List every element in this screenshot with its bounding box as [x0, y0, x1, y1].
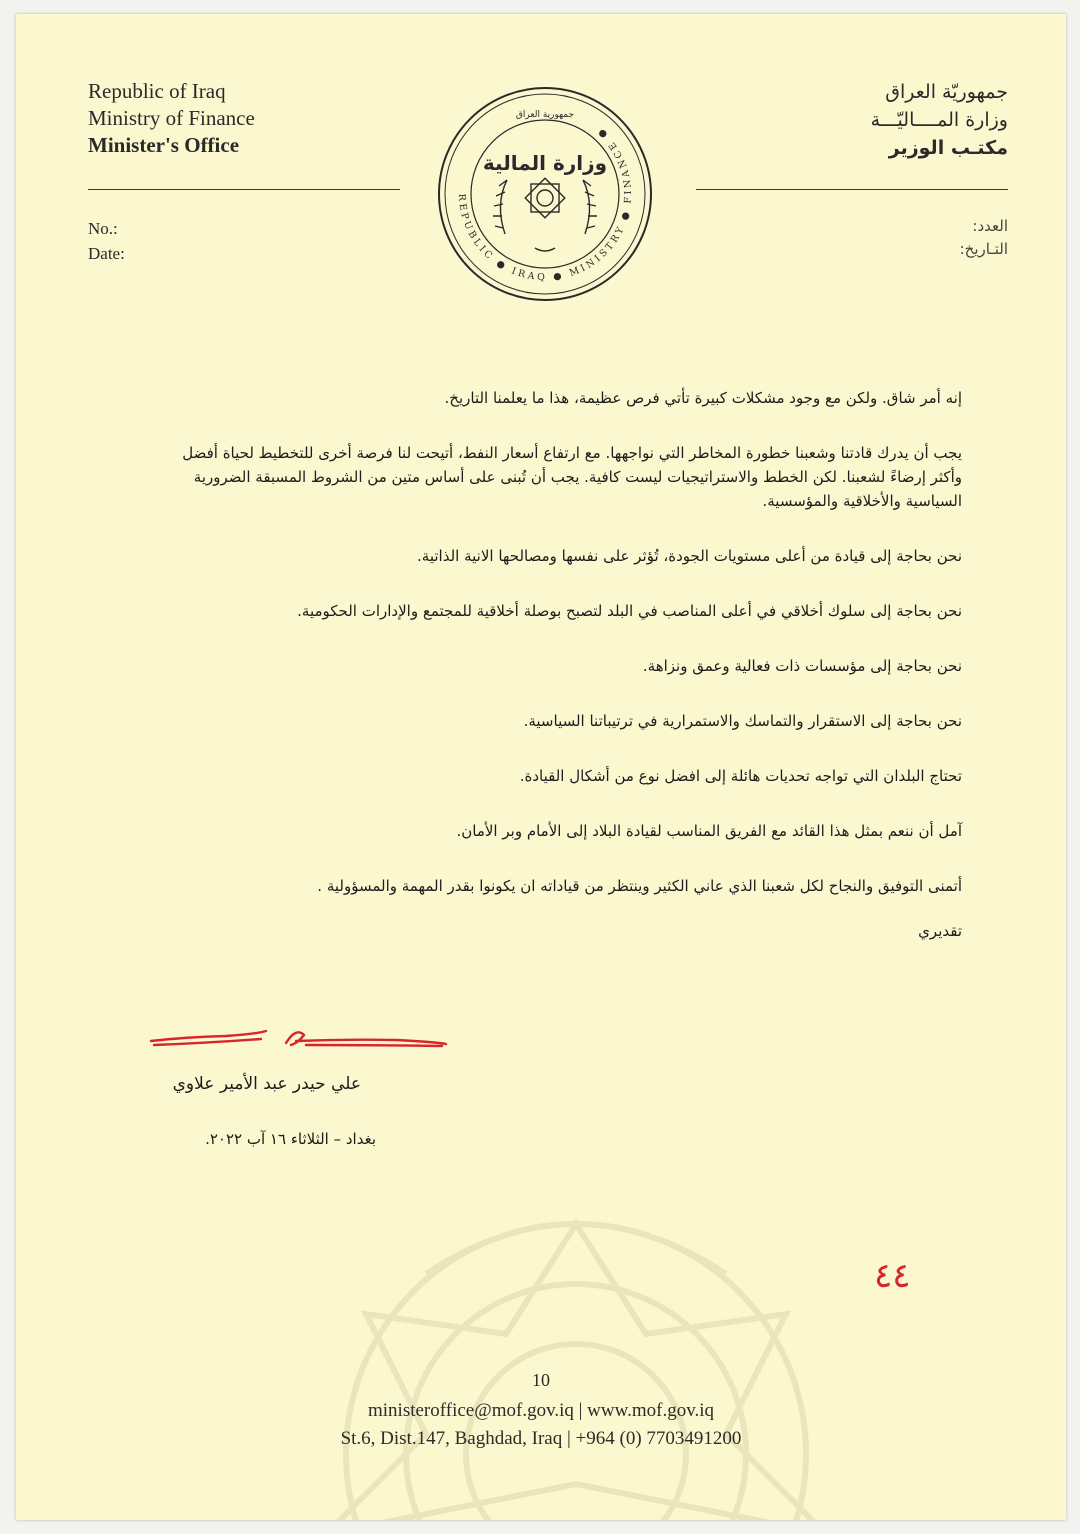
body-paragraph: أتمنى التوفيق والنجاح لكل شعبنا الذي عاني الكثير وينتظر من قياداته ان يكونوا بقدر المهمة والمسؤولية . — [317, 877, 962, 895]
footer-address: St.6, Dist.147, Baghdad, Iraq | +964 (0) 7703491200 — [340, 1428, 742, 1449]
seal-star-emblem — [525, 178, 565, 218]
closing-salutation: تقديري — [918, 922, 962, 940]
body-paragraph: إنه أمر شاق. ولكن مع وجود مشكلات كبيرة تأتي فرص عظيمة، هذا ما يعلمنا التاريخ. — [444, 389, 962, 407]
ministry-seal — [435, 84, 655, 304]
header-rule-right — [696, 189, 1008, 190]
header-ministry-ar: وزارة المــــاليّـــة — [870, 109, 1008, 131]
body-paragraph: نحن بحاجة إلى الاستقرار والتماسك والاستمرارية في ترتيباتنا السياسية. — [523, 712, 962, 730]
header-ministry: Ministry of Finance — [88, 106, 255, 130]
page-number: 10 — [532, 1370, 550, 1390]
svg-text:REPUBLIC ● IRAQ ● MINISTRY ● F — [456, 125, 634, 283]
body-paragraph: نحن بحاجة إلى مؤسسات ذات فعالية وعمق ونزاهة. — [642, 657, 962, 675]
header-country-ar: جمهوريّة العراق — [885, 81, 1008, 103]
number-label-ar: العدد: — [972, 217, 1008, 235]
reference-fields — [88, 216, 125, 266]
body-paragraph: آمل أن ننعم بمثل هذا القائد مع الفريق المناسب لقيادة البلاد إلى الأمام وبر الأمان. — [456, 822, 962, 840]
signer-name: علي حيدر عبد الأمير علاوي — [172, 1074, 361, 1094]
body-paragraph: تحتاج البلدان التي تواجه تحديات هائلة إلى افضل نوع من أشكال القيادة. — [519, 767, 962, 785]
header-office: Minister's Office — [88, 133, 240, 157]
reference-fields-arabic — [960, 215, 1008, 261]
header-arabic — [871, 78, 1008, 162]
letter-date: بغداد – الثلاثاء ١٦ آب ٢٠٢٢. — [205, 1130, 376, 1148]
letter-body — [176, 386, 962, 929]
body-paragraph: نحن بحاجة إلى سلوك أخلاقي في أعلى المناصب في البلد لتصبح بوصلة أخلاقية للمجتمع والإدارات الحكومية. — [297, 602, 962, 620]
header-office-ar: مكتـب الوزير — [888, 137, 1008, 159]
seal-ring-text: REPUBLIC ● IRAQ ● MINISTRY ● FINANCE ● — [455, 124, 635, 284]
footer-contact: ministeroffice@mof.gov.iq | www.mof.gov.iq — [367, 1400, 714, 1421]
date-label-ar: التـاريخ: — [959, 240, 1008, 258]
body-paragraph: نحن بحاجة إلى قيادة من أعلى مستويات الجودة، تُؤثر على نفسها ومصالحها الانية الذاتية. — [417, 547, 962, 565]
body-paragraph: يجب أن يدرك قادتنا وشعبنا خطورة المخاطر التي نواجهها. مع ارتفاع أسعار النفط، أتيحت لنا فرصة أخرى للتخطيط لحياة أفضل وأكثر إرضاءً لشعبنا. لكن الخطط والاستراتيجيات ليست كافية. يجب أن تُبنى على أساس متين من الشروط المسبقة الضرورية السياسية والأخلاقية والمؤسسية. — [182, 444, 962, 510]
header-rule-left — [88, 189, 400, 190]
watermark-ornament — [226, 1154, 926, 1520]
header-english — [88, 78, 255, 159]
date-label: Date: — [88, 244, 125, 263]
handwritten-signature — [146, 1019, 456, 1059]
seal-calligraphy: وزارة المالية — [482, 151, 608, 175]
header-country: Republic of Iraq — [88, 79, 226, 103]
seal-top-arabic: جمهورية العراق — [515, 110, 575, 120]
handwritten-page-mark: ٤٤ — [874, 1256, 911, 1296]
number-label: No.: — [88, 219, 118, 238]
letter-page — [16, 14, 1066, 1520]
